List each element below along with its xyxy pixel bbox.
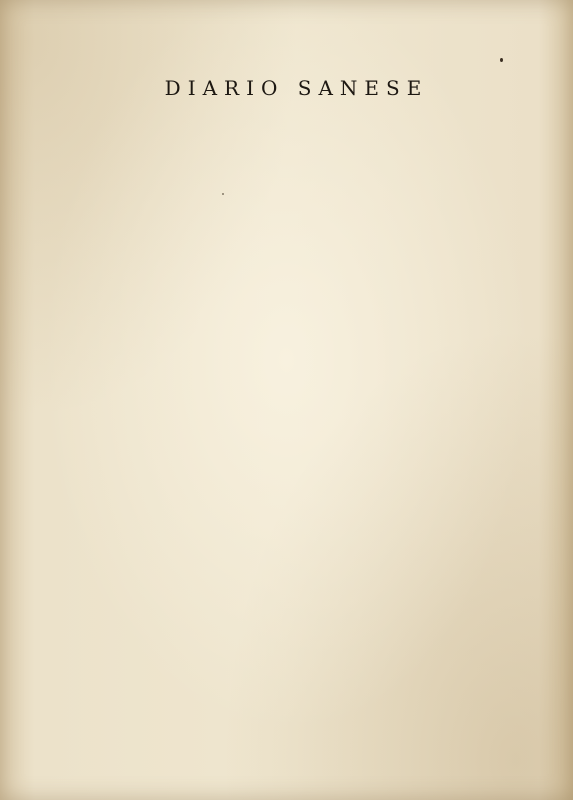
book-title: DIARIO SANESE <box>164 76 429 100</box>
ink-speck <box>222 193 224 195</box>
ink-speck <box>500 58 503 62</box>
